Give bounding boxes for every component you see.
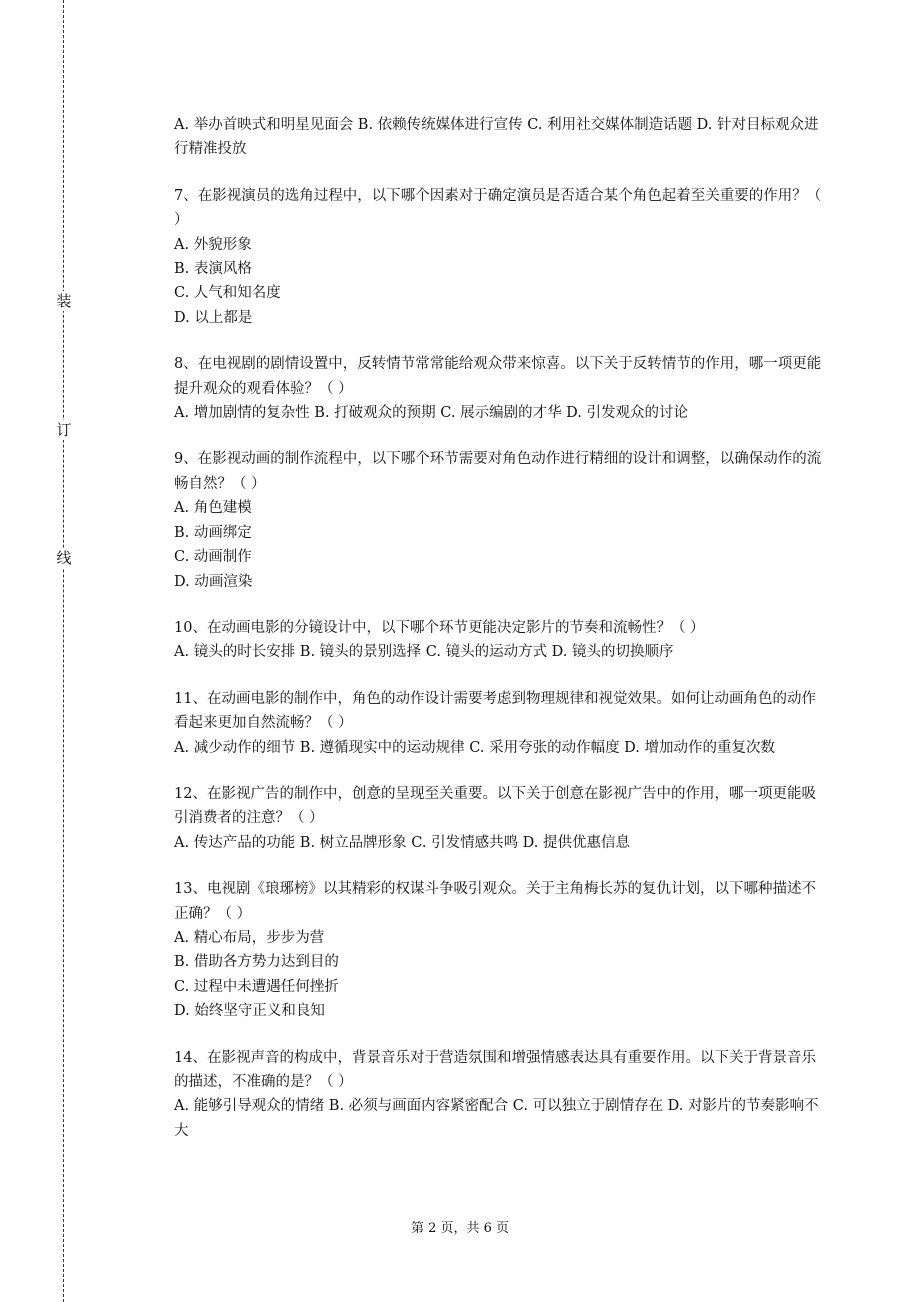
- question-q13: [174, 877, 822, 1023]
- question-q12: [174, 782, 822, 855]
- question-list: [174, 113, 822, 1165]
- question-q7: [174, 184, 822, 330]
- option-item: A. 外貌形象: [174, 236, 252, 253]
- question-stem: 9、在影视动画的制作流程中，以下哪个环节需要对角色动作进行精细的设计和调整，以确保动作的流畅自然？（ ）: [174, 451, 822, 492]
- question-options: A. 能够引导观众的情绪 B. 必须与画面内容紧密配合 C. 可以独立于剧情存在 D. 对影片的节奏影响不大: [174, 1098, 819, 1139]
- option-item: D. 始终坚守正义和良知: [174, 1003, 325, 1020]
- question-q14: [174, 1046, 822, 1144]
- question-stem: 14、在影视声音的构成中，背景音乐对于营造氛围和增强情感表达具有重要作用。以下关于背景音乐的描述，不准确的是？（ ）: [174, 1049, 816, 1090]
- question-options: A. 举办首映式和明星见面会 B. 依赖传统媒体进行宣传 C. 利用社交媒体制造话题 D. 针对目标观众进行精准投放: [174, 117, 819, 158]
- option-item: C. 动画制作: [174, 549, 252, 566]
- option-item: C. 过程中未遭遇任何挫折: [174, 978, 339, 995]
- question-q9: [174, 447, 822, 593]
- question-stem: 13、电视剧《琅琊榜》以其精彩的权谋斗争吸引观众。关于主角梅长苏的复仇计划，以下哪种描述不正确？（ ）: [174, 881, 816, 922]
- page-footer: 第 2 页，共 6 页: [410, 1221, 510, 1236]
- question-stem: 12、在影视广告的制作中，创意的呈现至关重要。以下关于创意在影视广告中的作用，哪一项更能吸引消费者的注意？（ ）: [174, 785, 816, 827]
- question-options: A. 传达产品的功能 B. 树立品牌形象 C. 引发情感共鸣 D. 提供优惠信息: [174, 834, 631, 851]
- question-options: A. 减少动作的细节 B. 遵循现实中的运动规律 C. 采用夸张的动作幅度 D. 增加动作的重复次数: [174, 739, 776, 756]
- option-item: D. 动画渲染: [174, 573, 253, 590]
- option-item: C. 人气和知名度: [174, 285, 281, 302]
- option-item: A. 精心布局，步步为营: [174, 929, 325, 946]
- question-q8: [174, 352, 822, 425]
- question-options: A. 增加剧情的复杂性 B. 打破观众的预期 C. 展示编剧的才华 D. 引发观众的讨论: [174, 405, 689, 422]
- option-item: B. 借助各方势力达到目的: [174, 954, 339, 971]
- binding-label-ding: 订: [56, 421, 72, 439]
- question-stem: 8、在电视剧的剧情设置中，反转情节常常能给观众带来惊喜。以下关于反转情节的作用，哪一项更能提升观众的观看体验？（ ）: [174, 356, 822, 397]
- option-item: B. 动画绑定: [174, 524, 252, 541]
- question-stem: 11、在动画电影的制作中，角色的动作设计需要考虑到物理规律和视觉效果。如何让动画角色的动作看起来更加自然流畅？（ ）: [174, 690, 816, 732]
- option-item: D. 以上都是: [174, 309, 253, 326]
- question-stem: 10、在动画电影的分镜设计中，以下哪个环节更能决定影片的节奏和流畅性？（ ）: [174, 619, 705, 636]
- question-q11: [174, 687, 822, 760]
- question-q10: [174, 616, 822, 665]
- binding-dashed-line: [63, 0, 64, 1302]
- option-item: B. 表演风格: [174, 261, 252, 278]
- option-item: A. 角色建模: [174, 500, 252, 517]
- binding-label-zhuang: 装: [56, 292, 72, 310]
- binding-label-xian: 线: [56, 549, 72, 567]
- question-options: A. 镜头的时长安排 B. 镜头的景别选择 C. 镜头的运动方式 D. 镜头的切换顺序: [174, 644, 674, 661]
- question-stem: 7、在影视演员的选角过程中，以下哪个因素对于确定演员是否适合某个角色起着至关重要的作用？（ ）: [174, 187, 822, 229]
- question-q6_tail: [174, 113, 822, 162]
